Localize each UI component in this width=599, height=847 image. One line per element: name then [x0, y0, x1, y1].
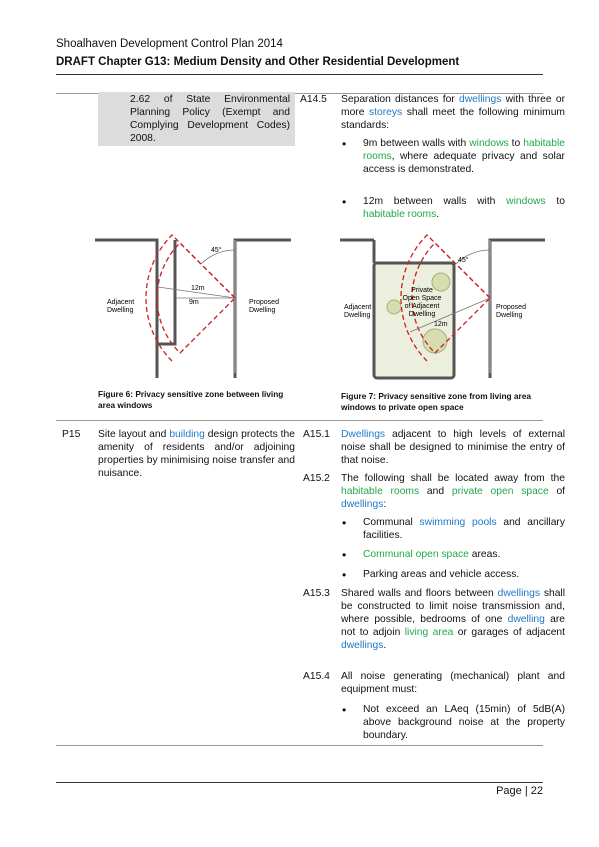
figure-6-caption: Figure 6: Privacy sensitive zone between living area windows [98, 389, 284, 410]
term-link[interactable]: private open space [451, 486, 549, 497]
bullet: • [342, 568, 347, 582]
performance-p15-text: Site layout and building design protects the amenity of residents and/or adjoining properties by minimising noise transfer and nuisance. [98, 429, 295, 479]
term-link[interactable]: dwelling [507, 614, 545, 625]
figure-7-diagram [340, 228, 550, 393]
grey-cell-text: 2.62 of State Environmental Planning Policy (Exempt and Complying Development Codes) 2008. [130, 94, 290, 144]
figure-7-caption: Figure 7: Privacy sensitive zone from living area windows to private open space [341, 391, 531, 412]
figure-7-label-private: Private Open Space of Adjacent Dwelling [402, 287, 442, 318]
bullet: • [342, 548, 347, 562]
figure-6-angle: 45° [211, 247, 222, 254]
figure-6-dist-9m: 9m [189, 299, 199, 306]
bullet-text: Communal swimming pools and ancillary facilities. [363, 517, 566, 541]
clause-number: A15.2 [303, 473, 330, 484]
figure-7-label-proposed: Proposed Dwelling [496, 304, 526, 319]
bullet: • [342, 516, 347, 530]
term-link[interactable]: Communal open space [363, 549, 469, 560]
clause-a15-2-text: The following shall be located away from the habitable rooms and private open space of dwellings: [341, 473, 566, 510]
figure-6-label-adjacent: Adjacent Dwelling [107, 299, 135, 314]
bullet: • [342, 703, 347, 717]
clause-number: A15.1 [303, 429, 330, 440]
bullet: • [342, 195, 347, 209]
figure-6-label-proposed: Proposed Dwelling [249, 299, 279, 314]
figure-6-diagram [93, 228, 298, 388]
term-link[interactable]: habitable rooms [341, 486, 420, 497]
page-number: Page | 22 [496, 785, 543, 797]
figure-7-tree [432, 273, 450, 291]
term-link[interactable]: dwellings [497, 588, 540, 599]
figure-7-tree [387, 300, 401, 314]
bullet-text: Parking areas and vehicle access. [363, 569, 520, 580]
term-link[interactable]: Dwellings [341, 429, 386, 440]
footer-rule [56, 782, 543, 783]
term-link[interactable]: dwellings [459, 94, 502, 105]
figure-7-angle: 45° [458, 257, 469, 264]
row-divider [56, 420, 543, 421]
figure-7-label-adjacent: Adjacent Dwelling [344, 304, 372, 319]
term-link[interactable]: storeys [368, 107, 403, 118]
table-bottom-rule [56, 745, 543, 746]
clause-a15-4-text: All noise generating (mechanical) plant and equipment must: [341, 671, 565, 695]
bullet-text: Not exceed an LAeq (15min) of 5dB(A) above background noise at the property boundary. [363, 704, 565, 741]
clause-number: A15.4 [303, 671, 330, 682]
term-link[interactable]: habitable rooms [363, 138, 565, 162]
header-rule [56, 74, 543, 75]
term-link[interactable]: habitable rooms [363, 209, 437, 220]
clause-a14-5-text: Separation distances for dwellings with three or more storeys shall meet the following minimum standards: [341, 94, 565, 131]
term-link[interactable]: dwellings [341, 640, 384, 651]
bullet: • [342, 137, 347, 151]
bullet-text: Communal open space areas. [363, 549, 501, 560]
bullet-text: 9m between walls with windows to habitable rooms, where adequate privacy and solar access is demonstrated. [363, 138, 565, 175]
figure-7-dist-12m: 12m [434, 321, 448, 328]
term-link[interactable]: windows [469, 138, 509, 149]
figure-7-tree [423, 329, 447, 353]
term-link[interactable]: building [169, 429, 205, 440]
clause-number: A15.3 [303, 588, 330, 599]
clause-a15-3-text: Shared walls and floors between dwellings shall be constructed to limit noise transmission and, where possible, bedrooms of one dwelling are not to adjoin living area or garages of adjacent dwellings. [341, 588, 566, 651]
performance-number: P15 [62, 429, 81, 440]
term-link[interactable]: windows [506, 196, 546, 207]
clause-number: A14.5 [300, 94, 327, 105]
term-link[interactable]: dwellings [341, 499, 384, 510]
clause-a15-1-text: Dwellings adjacent to high levels of external noise shall be designed to minimise the entry of that noise. [341, 429, 565, 466]
figure-6-dist-12m: 12m [191, 285, 205, 292]
chapter-title: DRAFT Chapter G13: Medium Density and Other Residential Development [56, 56, 460, 68]
document-title: Shoalhaven Development Control Plan 2014 [56, 38, 283, 50]
bullet-text: 12m between walls with windows to habitable rooms. [363, 196, 565, 220]
term-link[interactable]: living area [404, 627, 454, 638]
term-link[interactable]: swimming pools [419, 517, 497, 528]
